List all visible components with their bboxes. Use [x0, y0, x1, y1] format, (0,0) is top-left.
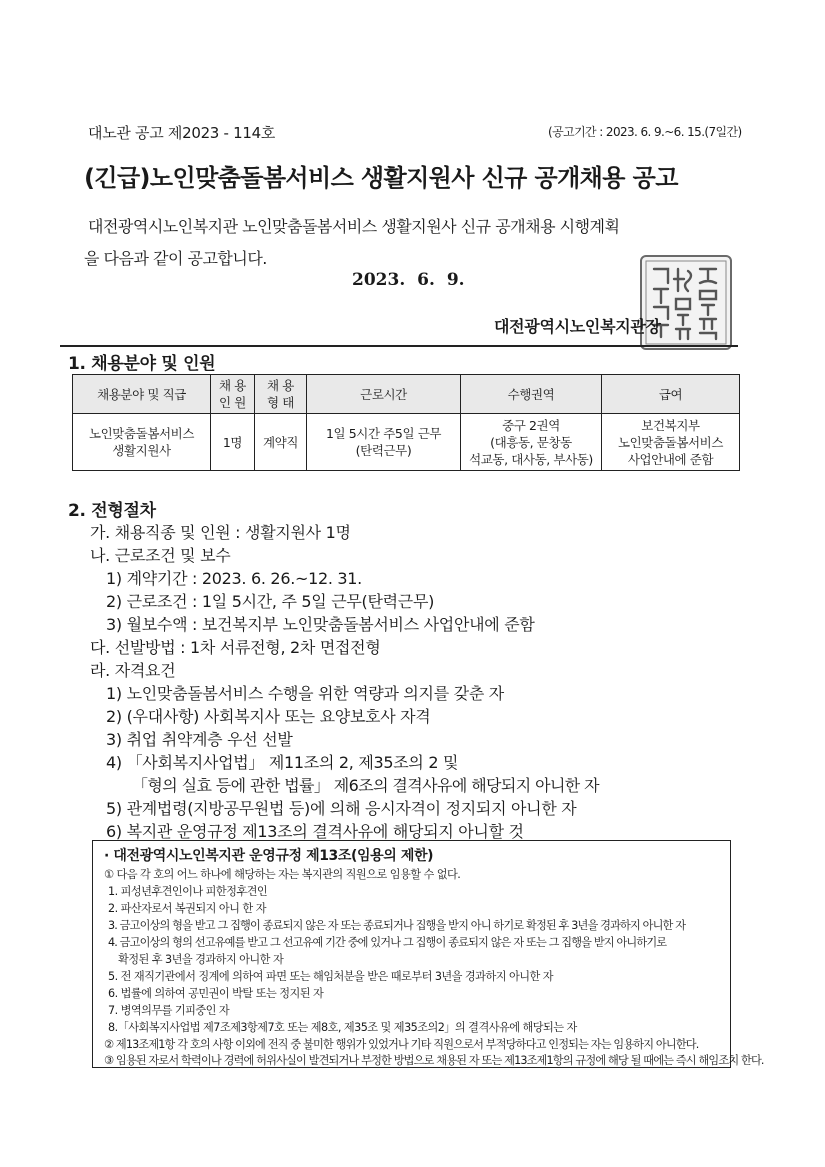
- regulation-line: ① 다음 각 호의 어느 하나에 해당하는 자는 복지관의 직원으로 임용할 수 없다.: [104, 868, 461, 881]
- header-employment-type: 채 용 형 태: [255, 375, 307, 414]
- header-working-hours: 근로시간: [307, 375, 461, 414]
- regulation-line-continuation: 확정된 후 3년을 경과하지 아니한 자: [118, 953, 284, 966]
- regulation-line: ③ 임용된 자로서 학력이나 경력에 허위사실이 발견되거나 부정한 방법으로 채용된 자 또는 제13조제1항의 규정에 해당 될 때에는 즉시 해임조치 한다.: [104, 1054, 764, 1067]
- intro-text-line-2: 을 다음과 같이 공고합니다.: [84, 249, 267, 268]
- regulation-line: 1. 피성년후견인이나 피한정후견인: [108, 885, 268, 898]
- cell-working-hours: 1일 5시간 주5일 근무 (탄력근무): [307, 414, 461, 471]
- item-da: 다. 선발방법 : 1차 서류전형, 2차 면접전형: [90, 638, 381, 657]
- list-item: 3) 월보수액 : 보건복지부 노인맞춤돌봄서비스 사업안내에 준함: [106, 615, 535, 634]
- regulation-line: 8.「사회복지사업법 제7조제3항제7호 또는 제8호, 제35조 및 제35조의2」의 결격사유에 해당되는 자: [108, 1021, 577, 1034]
- recruitment-table: [72, 374, 740, 471]
- header-divider: [60, 345, 738, 347]
- cell-salary: 보건복지부 노인맞춤돌봄서비스 사업안내에 준함: [602, 414, 740, 471]
- regulation-line: 3. 금고이상의 형을 받고 그 집행이 종료되지 않은 자 또는 종료되거나 집행을 받지 아니 하기로 확정된 후 3년을 경과하지 아니한 자: [108, 919, 686, 932]
- item-na: 나. 근로조건 및 보수: [90, 546, 231, 565]
- cell-position: 노인맞춤돌봄서비스 생활지원사: [73, 414, 211, 471]
- regulation-line: 2. 파산자로서 복권되지 아니 한 자: [108, 902, 266, 915]
- list-item: 5) 관계법령(지방공무원법 등)에 의해 응시자격이 정지되지 아니한 자: [106, 799, 577, 818]
- cell-headcount: 1명: [211, 414, 255, 471]
- cell-employment-type: 계약직: [255, 414, 307, 471]
- list-item: 3) 취업 취약계층 우선 선발: [106, 730, 293, 749]
- list-item-continuation: 「형의 실효 등에 관한 법률」 제6조의 결격사유에 해당되지 아니한 자: [132, 776, 600, 795]
- intro-text-line-1: 대전광역시노인복지관 노인맞춤돌봄서비스 생활지원사 신규 공개채용 시행계획: [88, 217, 620, 236]
- regulation-title: · 대전광역시노인복지관 운영규정 제13조(임용의 제한): [104, 848, 434, 864]
- list-item: 6) 복지관 운영규정 제13조의 결격사유에 해당되지 아니할 것: [106, 822, 524, 841]
- table-header-row: [73, 375, 740, 414]
- issuing-organization: 대전광역시노인복지관장: [494, 317, 661, 336]
- header-service-area: 수행권역: [461, 375, 602, 414]
- list-item: 2) (우대사항) 사회복지사 또는 요양보호사 자격: [106, 707, 431, 726]
- header-position: 채용분야 및 직급: [73, 375, 211, 414]
- header-salary: 급여: [602, 375, 740, 414]
- list-item: 1) 노인맞춤돌봄서비스 수행을 위한 역량과 의지를 갖춘 자: [106, 684, 504, 703]
- regulation-line: ② 제13조제1항 각 호의 사항 이외에 전직 중 불미한 행위가 있었거나 기타 직원으로서 부적당하다고 인정되는 자는 임용하지 아니한다.: [104, 1038, 699, 1051]
- list-item: 1) 계약기간 : 2023. 6. 26.~12. 31.: [106, 569, 362, 588]
- item-ra: 라. 자격요건: [90, 661, 176, 680]
- section-2-heading: 2. 전형절차: [68, 501, 156, 521]
- item-ga: 가. 채용직종 및 인원 : 생활지원사 1명: [90, 523, 351, 542]
- document-title: (긴급)노인맞춤돌봄서비스 생활지원사 신규 공개채용 공고: [84, 164, 678, 192]
- section-1-heading: 1. 채용분야 및 인원: [68, 354, 216, 374]
- regulation-line: 7. 병역의무를 기피중인 자: [108, 1004, 230, 1017]
- notice-period: (공고기간 : 2023. 6. 9.~6. 15.(7일간): [548, 125, 742, 139]
- regulation-line: 6. 법률에 의하여 공민권이 박탈 또는 정지된 자: [108, 987, 324, 1000]
- table-row: [73, 414, 740, 471]
- cell-service-area: 중구 2권역 (대흥동, 문창동 석교동, 대사동, 부사동): [461, 414, 602, 471]
- list-item: 4) 「사회복지사업법」 제11조의 2, 제35조의 2 및: [106, 753, 459, 772]
- list-item: 2) 근로조건 : 1일 5시간, 주 5일 근무(탄력근무): [106, 592, 435, 611]
- regulation-line: 5. 전 재직기관에서 징계에 의하여 파면 또는 해임처분을 받은 때로부터 3년을 경과하지 아니한 자: [108, 970, 553, 983]
- notice-number: 대노관 공고 제2023 - 114호: [88, 124, 276, 142]
- notice-date: 2023. 6. 9.: [352, 270, 465, 290]
- regulation-line: 4. 금고이상의 형의 선고유예를 받고 그 선고유예 기간 중에 있거나 그 집행이 종료되지 않은 자 또는 그 집행을 받지 아니하기로: [108, 936, 667, 949]
- header-headcount: 채 용 인 원: [211, 375, 255, 414]
